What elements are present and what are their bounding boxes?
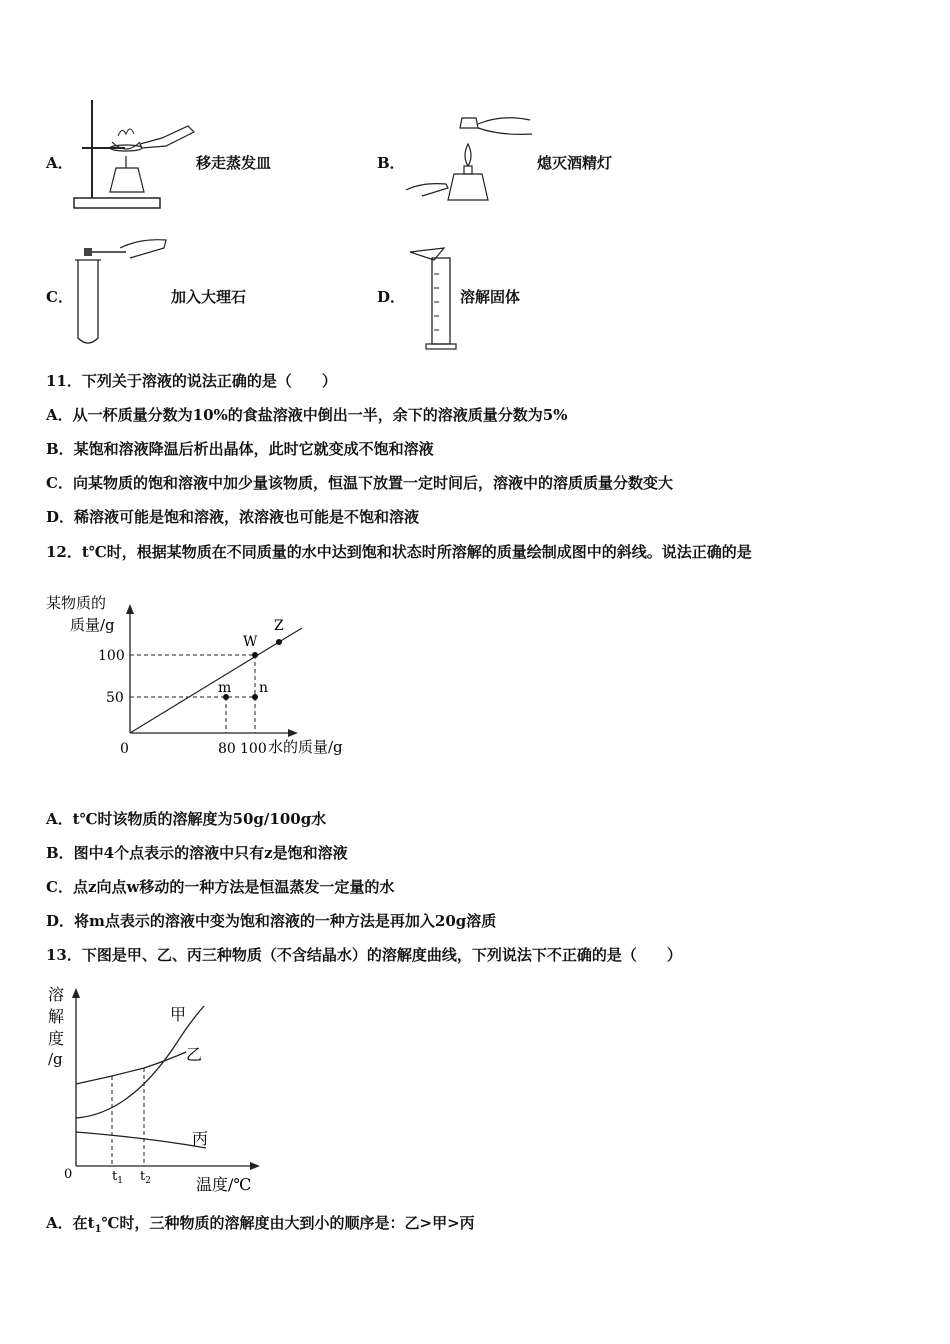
x-tick-100: 100	[240, 741, 267, 757]
point-z	[276, 639, 282, 645]
q11-option-b: B．某饱和溶液降温后析出晶体，此时它就变成不饱和溶液	[46, 440, 434, 458]
y-axis-label-char3: 度	[48, 1029, 65, 1048]
point-w	[252, 652, 258, 658]
q13-option-a: A．在$t_1℃$时，三种物质的溶解度由大到小的顺序是：乙>甲>丙	[46, 1214, 475, 1235]
curve-yi-label: 乙	[186, 1045, 203, 1064]
x-axis-arrow	[288, 729, 298, 737]
y-axis-label-char2: 解	[48, 1007, 65, 1026]
curve-yi	[76, 1052, 186, 1084]
evaporating-dish-apparatus-image	[70, 96, 195, 211]
origin-label: 0	[120, 741, 129, 757]
point-z-label: Z	[274, 618, 284, 634]
alcohol-lamp-extinguish-image	[402, 110, 537, 210]
curve-bing-label: 丙	[192, 1129, 209, 1148]
test-tube-marble-image	[70, 234, 170, 349]
q11-option-d: D．稀溶液可能是饱和溶液，浓溶液也可能是不饱和溶液	[46, 508, 420, 526]
y-axis-label-line1: 某物质的	[46, 594, 107, 612]
point-n-label: n	[259, 680, 269, 696]
curve-bing	[76, 1132, 206, 1148]
option-label: 加入大理石	[171, 288, 247, 306]
option-letter: B．	[377, 154, 405, 172]
curve-jia-label: 甲	[170, 1005, 187, 1024]
y-axis-arrow	[126, 604, 134, 614]
q11-stem: 11．下列关于溶液的说法正确的是（ ）	[46, 372, 337, 390]
x-axis-label: 温度/℃	[196, 1175, 252, 1194]
t1-label: $t_1$	[112, 1169, 123, 1186]
saturation-line	[130, 628, 302, 733]
q12-option-d: D．将m点表示的溶液中变为饱和溶液的一种方法是再加入20g溶质	[46, 912, 497, 930]
point-n	[252, 694, 258, 700]
x-axis-arrow	[250, 1162, 260, 1170]
x-axis-label: 水的质量/g	[268, 738, 343, 756]
q12-stem: 12．t℃时，根据某物质在不同质量的水中达到饱和状态时所溶解的质量绘制成图中的斜线。说法正确的是	[46, 543, 752, 561]
t2-label: $t_2$	[140, 1169, 151, 1186]
q12-option-c: C．点z向点w移动的一种方法是恒温蒸发一定量的水	[46, 878, 395, 896]
q11-option-a: A．从一杯质量分数为10%的食盐溶液中倒出一半，余下的溶液质量分数为5%	[46, 406, 568, 424]
x-tick-80: 80	[218, 741, 236, 757]
q12-graph	[40, 588, 370, 768]
y-tick-50: 50	[106, 690, 124, 706]
y-tick-100: 100	[98, 648, 125, 664]
q12-option-b: B．图中4个点表示的溶液中只有z是饱和溶液	[46, 844, 348, 862]
y-axis-arrow	[72, 988, 80, 998]
y-axis-label-char1: 溶	[48, 985, 65, 1004]
point-w-label: W	[243, 634, 258, 650]
q13-solubility-graph	[40, 978, 270, 1196]
origin-label: 0	[64, 1167, 73, 1182]
q11-option-c: C．向某物质的饱和溶液中加少量该物质，恒温下放置一定时间后，溶液中的溶质质量分数变大	[46, 474, 673, 492]
graduated-cylinder-image	[404, 244, 464, 352]
option-label: 熄灭酒精灯	[537, 154, 613, 172]
q12-option-a: A．t℃时该物质的溶解度为50g/100g水	[46, 810, 327, 828]
option-letter: C．	[46, 288, 73, 306]
option-letter: A．	[46, 154, 73, 172]
y-axis-label-char4: /g	[48, 1050, 63, 1068]
q13-stem: 13．下图是甲、乙、丙三种物质（不含结晶水）的溶解度曲线，下列说法下不正确的是（ ）	[46, 946, 682, 964]
option-label: 溶解固体	[460, 288, 521, 306]
y-axis-label-line2: 质量/g	[70, 616, 115, 634]
option-letter: D．	[377, 288, 406, 306]
point-m-label: m	[218, 680, 232, 696]
option-label: 移走蒸发皿	[196, 154, 272, 172]
